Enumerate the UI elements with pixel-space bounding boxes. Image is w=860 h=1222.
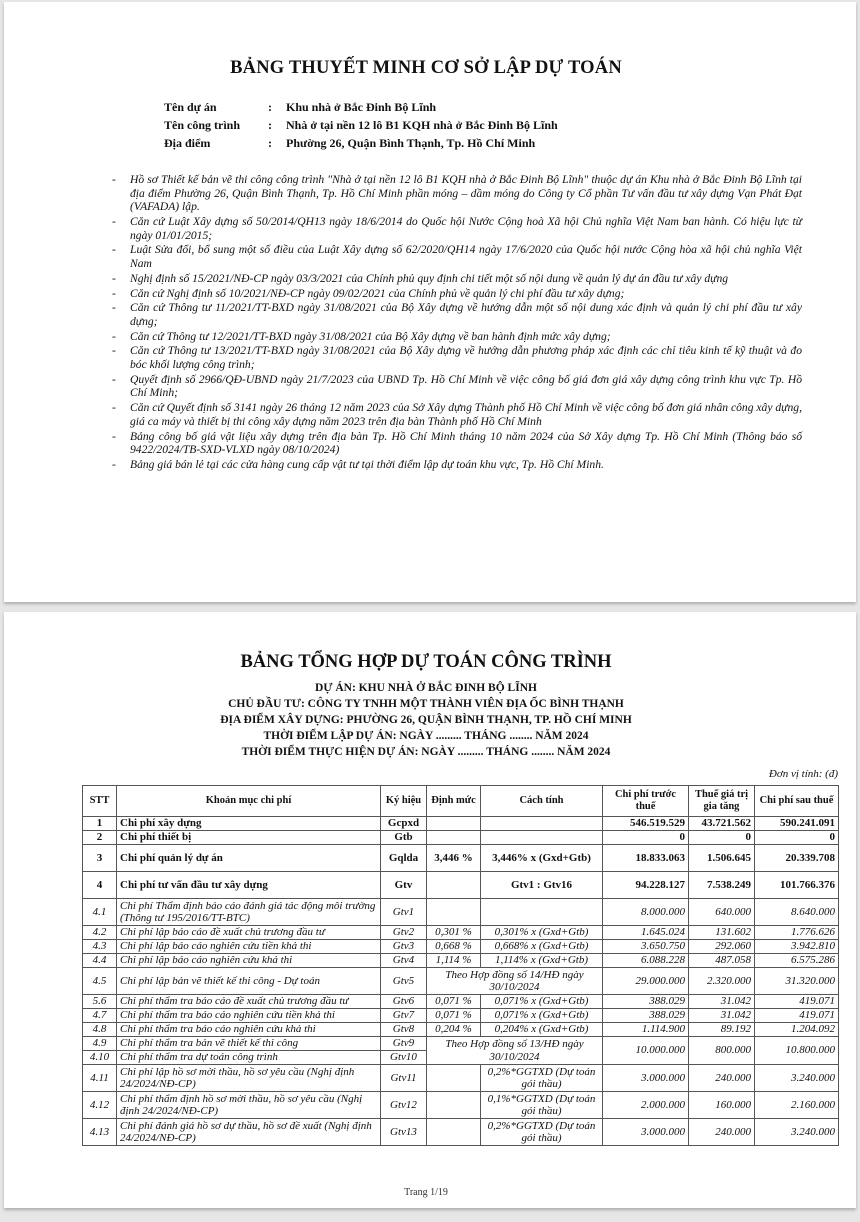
list-item: - Nghị định số 15/2021/NĐ-CP ngày 03/3/2021 của Chính phủ quy định chi tiết một số nội dung về quản lý dự án đầu tư xây dựng bbox=[112, 271, 729, 285]
subtitle-investor: CHỦ ĐẦU TƯ: CÔNG TY TNHH MỘT THÀNH VIÊN ĐỊA ỐC BÌNH THẠNH bbox=[228, 698, 624, 710]
table-row: 2 Chi phí thiết bị Gtb 0 0 0 bbox=[83, 831, 839, 845]
list-item: - Luật Sửa đổi, bổ sung một số điều của Luật Xây dựng số 62/2020/QH14 ngày 17/6/2020 của Quốc hội nước Cộng hòa xã hội chủ nghĩa Việt Nam bbox=[112, 243, 802, 270]
col-post-tax: Chi phí sau thuế bbox=[755, 786, 839, 817]
col-formula: Cách tính bbox=[481, 786, 603, 817]
subtitle-prepared-date: THỜI ĐIỂM LẬP DỰ ÁN: NGÀY ......... THÁNG ........ NĂM 2024 bbox=[263, 730, 589, 742]
list-item: - Căn cứ Thông tư 11/2021/TT-BXD ngày 31/08/2021 của Bộ Xây dựng về hướng dẫn một số nội dung xác định và quản lý chi phí đầu tư xây dựng; bbox=[112, 301, 802, 328]
table-row: 4.7 Chi phí thẩm tra báo cáo nghiên cứu tiền khả thi Gtv7 0,071 % 0,071% x (Gxd+Gtb) 388.029 31.042 419.071 bbox=[83, 1009, 839, 1023]
table-row: 4.12 Chi phí thẩm định hồ sơ mời thầu, hồ sơ yêu cầu (Nghị định 24/2024/NĐ-CP) Gtv12 0,1%*GGTXD (Dự toán gói thầu) 2.000.000 160.000 2.160.000 bbox=[83, 1092, 839, 1119]
table-row: 4.2 Chi phí lập báo cáo đề xuất chủ trương đầu tư Gtv2 0,301 % 0,301% x (Gxd+Gtb) 1.645.024 131.602 1.776.626 bbox=[83, 926, 839, 940]
page-title-explanation: BẢNG THUYẾT MINH CƠ SỞ LẬP DỰ TOÁN bbox=[230, 58, 622, 78]
table-row: 4.4 Chi phí lập báo cáo nghiên cứu khả thi Gtv4 1,114 % 1,114% x (Gxd+Gtb) 6.088.228 487.058 6.575.286 bbox=[83, 954, 839, 968]
table-row: 4.13 Chi phí đánh giá hồ sơ dự thầu, hồ sơ đề xuất (Nghị định 24/2024/NĐ-CP) Gtv13 0,2%*GGTXD (Dự toán gói thầu) 3.000.000 240.000 3.240.000 bbox=[83, 1119, 839, 1146]
table-row: 4.9 Chi phí thẩm tra bản vẽ thiết kế thi công Gtv9 Theo Hợp đồng số 13/HĐ ngày 30/10/2024 10.000.000 800.000 10.800.000 bbox=[83, 1037, 839, 1051]
work-name: Nhà ở tại nền 12 lô B1 KQH nhà ở Bắc Đinh Bộ Lĩnh bbox=[286, 118, 558, 132]
project-info bbox=[164, 100, 558, 154]
col-pre-tax: Chi phí trước thuế bbox=[603, 786, 689, 817]
contract-reference: Theo Hợp đồng số 14/HĐ ngày 30/10/2024 bbox=[427, 968, 603, 995]
table-row: 4.3 Chi phí lập báo cáo nghiên cứu tiền khả thi Gtv3 0,668 % 0,668% x (Gxd+Gtb) 3.650.750 292.060 3.942.810 bbox=[83, 940, 839, 954]
table-row: 4 Chi phí tư vấn đầu tư xây dựng Gtv Gtv1 : Gtv16 94.228.127 7.538.249 101.766.376 bbox=[83, 872, 839, 899]
table-row: 4.5 Chi phí lập bản vẽ thiết kế thi công - Dự toán Gtv5 Theo Hợp đồng số 14/HĐ ngày 30/10/2024 29.000.000 2.320.000 31.320.000 bbox=[83, 968, 839, 995]
subtitle-project: DỰ ÁN: KHU NHÀ Ở BẮC ĐINH BỘ LĨNH bbox=[315, 682, 537, 694]
subtitle-execution-date: THỜI ĐIỂM THỰC HIỆN DỰ ÁN: NGÀY ......... THÁNG ........ NĂM 2024 bbox=[241, 746, 611, 758]
table-row: 1 Chi phí xây dựng Gcpxd 546.519.529 43.721.562 590.241.091 bbox=[83, 817, 839, 831]
info-row-project: Tên dự án : Khu nhà ở Bắc Đinh Bộ Lĩnh bbox=[164, 100, 558, 118]
info-row-location: Địa điểm : Phường 26, Quận Bình Thạnh, Tp. Hồ Chí Minh bbox=[164, 136, 558, 154]
col-item: Khoản mục chi phí bbox=[117, 786, 381, 817]
col-stt: STT bbox=[83, 786, 117, 817]
col-code: Ký hiệu bbox=[381, 786, 427, 817]
col-vat: Thuế giá trị gia tăng bbox=[689, 786, 755, 817]
cost-summary-table bbox=[82, 785, 839, 1146]
basis-notes-list bbox=[112, 173, 802, 473]
info-row-work: Tên công trình : Nhà ở tại nền 12 lô B1 KQH nhà ở Bắc Đinh Bộ Lĩnh bbox=[164, 118, 558, 136]
table-row: 3 Chi phí quản lý dự án Gqlda 3,446 % 3,446% x (Gxd+Gtb) 18.833.063 1.506.645 20.339.708 bbox=[83, 845, 839, 872]
table-row: 4.11 Chi phí lập hồ sơ mời thầu, hồ sơ yêu cầu (Nghị định 24/2024/NĐ-CP) Gtv11 0,2%*GGTXD (Dự toán gói thầu) 3.000.000 240.000 3.240.000 bbox=[83, 1065, 839, 1092]
list-item: - Quyết định số 2966/QĐ-UBND ngày 21/7/2023 của UBND Tp. Hồ Chí Minh về việc công bố giá đơn giá xây dựng công trình khu vực Tp. Hồ Chí Minh; bbox=[112, 372, 802, 400]
table-row: 5.6 Chi phí thẩm tra báo cáo đề xuất chủ trương đầu tư Gtv6 0,071 % 0,071% x (Gxd+Gtb) 388.029 31.042 419.071 bbox=[83, 995, 839, 1009]
unit-label: Đơn vị tính: (đ) bbox=[768, 768, 838, 780]
list-item: - Bảng giá bán lẻ tại các cửa hàng cung cấp vật tư tại thời điểm lập dự toán khu vực, Tp. Hồ Chí Minh. bbox=[112, 457, 604, 471]
list-item: - Căn cứ Nghị định số 10/2021/NĐ-CP ngày 09/02/2021 của Chính phủ về quản lý chi phí đầu tư xây dựng; bbox=[112, 286, 625, 300]
page-title-summary: BẢNG TỔNG HỢP DỰ TOÁN CÔNG TRÌNH bbox=[240, 652, 612, 672]
list-item: - Bảng công bố giá vật liệu xây dựng trên địa bàn Tp. Hồ Chí Minh tháng 10 năm 2024 của Sở Xây dựng Tp. Hồ Chí Minh (Thông báo số 9422/2024/TB-SXD-VLXD ngày 08/10/2024) bbox=[112, 429, 802, 457]
location: Phường 26, Quận Bình Thạnh, Tp. Hồ Chí Minh bbox=[286, 136, 536, 150]
contract-reference: Theo Hợp đồng số 13/HĐ ngày 30/10/2024 bbox=[427, 1037, 603, 1065]
subtitle-location: ĐỊA ĐIỂM XÂY DỰNG: PHƯỜNG 26, QUẬN BÌNH THẠNH, TP. HỒ CHÍ MINH bbox=[220, 714, 632, 726]
list-item: - Căn cứ Quyết định số 3141 ngày 26 tháng 12 năm 2023 của Sở Xây dựng Thành phố Hồ Chí Minh về việc công bố đơn giá nhân công xây dựng, giá ca máy và thiết bị thi công xây dựng năm 2023 trên địa bàn Thành phố Hồ Chí Minh bbox=[112, 401, 802, 428]
table-row: 4.1 Chi phí Thẩm định báo cáo đánh giá tác động môi trường (Thông tư 195/2016/TT-BTC) Gtv1 8.000.000 640.000 8.640.000 bbox=[83, 899, 839, 926]
list-item: - Căn cứ Luật Xây dựng số 50/2014/QH13 ngày 18/6/2014 do Quốc hội Nước Cộng hoà Xã hội Chủ nghĩa Việt Nam ban hành. Có hiệu lực từ ngày 01/01/2015; bbox=[112, 214, 802, 242]
page-number: Trang 1/19 bbox=[404, 1187, 448, 1198]
col-rate: Định mức bbox=[427, 786, 481, 817]
table-header bbox=[83, 786, 839, 817]
table-row: 4.10 Chi phí thẩm tra dự toán công trình Gtv10 bbox=[83, 1051, 839, 1065]
table-row: 4.8 Chi phí thẩm tra báo cáo nghiên cứu khả thi Gtv8 0,204 % 0,204% x (Gxd+Gtb) 1.114.900 89.192 1.204.092 bbox=[83, 1023, 839, 1037]
project-name: Khu nhà ở Bắc Đinh Bộ Lĩnh bbox=[286, 100, 437, 114]
list-item: - Căn cứ Thông tư 13/2021/TT-BXD ngày 31/08/2021 của Bộ Xây dựng về hướng dẫn phương pháp xác định các chỉ tiêu kinh tế kỹ thuật và đo bóc khối lượng công trình; bbox=[112, 344, 802, 372]
list-item: - Hồ sơ Thiết kế bản vẽ thi công công trình "Nhà ở tại nền 12 lô B1 KQH nhà ở Bắc Đinh Bộ Lĩnh" thuộc dự án Khu nhà ở Bắc Đinh Bộ Lĩnh tại địa điểm Phường 26, Quận Bình Thạnh, Tp. Hồ Chí Minh phần móng – dầm móng do Công ty Cổ phần Tư vấn đầu tư xây dựng Vạn Phát Đạt (VAFADA) lập. bbox=[112, 173, 802, 214]
list-item: - Căn cứ Thông tư 12/2021/TT-BXD ngày 31/08/2021 của Bộ Xây dựng về ban hành định mức xây dựng; bbox=[112, 329, 611, 343]
